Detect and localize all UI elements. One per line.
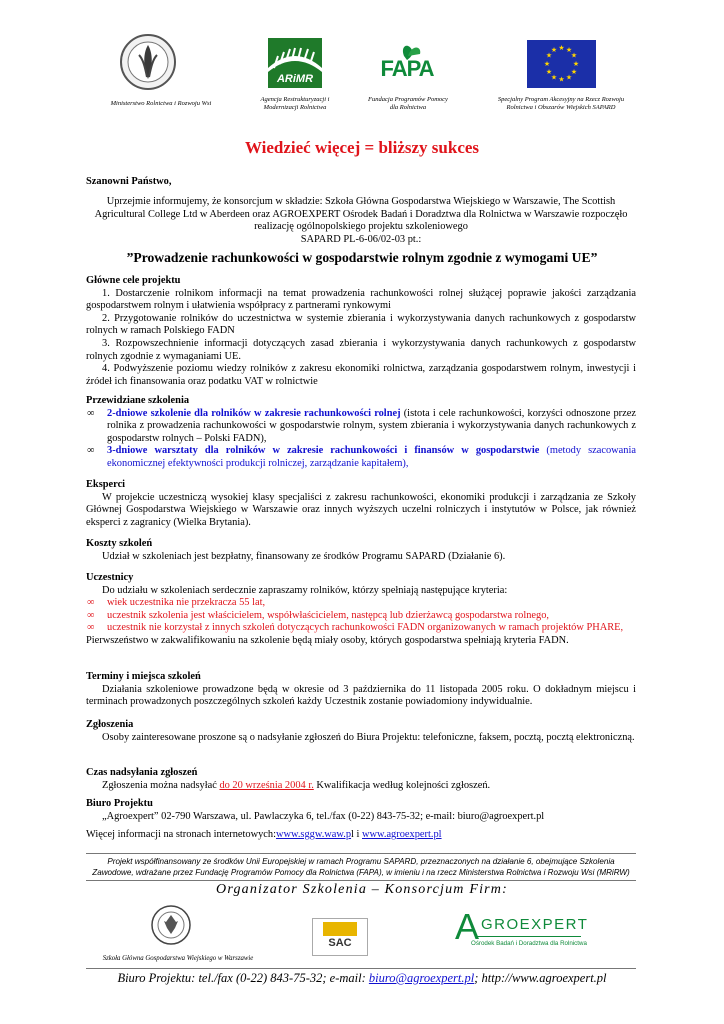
- ministry-caption: Ministerstwo Rolnictwa i Rozwoju Wsi: [110, 100, 212, 107]
- fapa-logo: [378, 42, 436, 88]
- criteria-item: ∞ uczestnik nie korzystał z innych szkoleń dotyczących rachunkowości FADN organizowanych w ramach projektów PHARE,: [87, 622, 624, 634]
- bullet-icon: ∞: [87, 597, 95, 609]
- experts-section: [86, 479, 636, 529]
- footer: Biuro Projektu: tel./fax (0-22) 843-75-32; e-mail: biuro@agroexpert.pl; http://www.agroexpert.pl: [117, 971, 607, 985]
- office-section: [86, 798, 636, 823]
- svg-text:★: ★: [558, 75, 565, 84]
- training-highlight: 2-dniowe szkolenie dla rolników w zakresie rachunkowości rolnej: [107, 407, 401, 419]
- fapa-caption: Fundacja Programów Pomocy dla Rolnictwa: [368, 96, 448, 111]
- trainings-section: [86, 395, 636, 471]
- bullet-icon: ∞: [87, 407, 95, 419]
- svg-text:★: ★: [570, 68, 578, 76]
- sac-logo-text: SAC: [328, 937, 352, 949]
- trainings-heading: Przewidziane szkolenia: [86, 395, 190, 406]
- goal-item: 3. Rozpowszechnienie informacji dotyczących zasad zbierania i wykorzystywania danych rachunkowych z gospodarstw rolnych zgodnie z wymaganiami UE.: [86, 337, 636, 362]
- experts-text: W projekcie uczestniczą wysokiej klasy specjaliści z zakresu rachunkowości, ekonomiki produkcji i zarządzania ze Szkoły Głównej Gospodarstwa Wiejskiego w Warszawie oraz innych wyższych uczelni rolniczych i instytutów w Polsce, jak również eksperci z zagranicy (Wielka Brytania).: [86, 491, 636, 528]
- svg-text:★: ★: [550, 73, 558, 82]
- svg-text:★: ★: [545, 51, 553, 60]
- applications-text: Osoby zainteresowane proszone są o nadsyłanie zgłoszeń do Biura Projektu: telefoniczne, faksem, pocztą, pocztą elektroniczną.: [102, 731, 635, 743]
- sggw-caption: Szkoła Główna Gospodarstwa Wiejskiego w Warszawie: [102, 955, 254, 962]
- footer-email-link[interactable]: biuro@agroexpert.pl: [368, 971, 475, 985]
- intro-code: SAPARD PL-6-06/02-03 pt.:: [300, 233, 422, 245]
- sggw-link[interactable]: www.sggw.waw.p: [276, 829, 352, 840]
- svg-text:★: ★: [543, 60, 551, 68]
- project-title: ”Prowadzenie rachunkowości w gospodarstwie rolnym zgodnie z wymogami UE”: [126, 250, 598, 265]
- goal-item: 4. Podwyższenie poziomu wiedzy rolników z zakresu ekonomiki rolnictwa, zarządzania gospodarstwem rolnym, inwestycji i źródeł ich finansowania oraz podatku VAT w rolnictwie: [86, 363, 636, 387]
- svg-text:★: ★: [550, 46, 558, 54]
- costs-section: [86, 538, 636, 563]
- training-item: [86, 445, 636, 470]
- bullet-icon: ∞: [87, 609, 95, 621]
- deadline-section: [86, 767, 636, 792]
- divider: [86, 880, 636, 881]
- svg-text:★: ★: [572, 60, 580, 68]
- cofinance-note: Projekt współfinansowany ze środków Unii Europejskiej w ramach Programu SAPARD, przeznaczonych na działanie 6, obejmujące Szkolenia Zawodowe, wdrażane przez Fundację Programów Pomocy dla Rolnictwa (FAPA), w imieniu i na rzecz Ministerstwa Rolnictwa i Rozwoju Wsi (MRiRW): [92, 857, 630, 877]
- goals-section: [86, 275, 636, 388]
- page-title: Wiedzieć więcej = bliższy sukces: [244, 138, 480, 157]
- deadline-date: do 20 września 2004 r.: [219, 779, 314, 791]
- bullet-icon: ∞: [87, 622, 95, 634]
- svg-text:★: ★: [545, 68, 553, 76]
- applications-heading: Zgłoszenia: [86, 719, 134, 730]
- sac-logo: [312, 918, 368, 956]
- training-rest: (istota i cele rachunkowości, korzyści odnoszone przez rolnika z prowadzenia rachunkowości w gospodarstwie rolnym, system zbierania i wykorzystywania danych rachunkowych z gospodarstw rolnych – Polski FADN),: [107, 407, 636, 444]
- eu-flag: [527, 40, 596, 88]
- goals-heading: Główne cele projektu: [86, 275, 181, 286]
- training-item: [86, 408, 636, 446]
- training-highlight: 3-dniowe warsztaty dla rolników w zakresie rachunkowości i finansów w gospodarstwie: [107, 445, 540, 457]
- training-rest: (metody szacowania ekonomicznej efektywności produkcji rolniczej, zarządzanie kapitałem),: [107, 445, 636, 469]
- participants-heading: Uczestnicy: [86, 572, 134, 583]
- more-info: Więcej informacji na stronach internetowych:www.sggw.waw.pl i www.agroexpert.pl: [86, 829, 442, 840]
- participants-intro: Do udziału w szkoleniach serdecznie zapraszamy rolników, którzy spełniają następujące kryteria:: [102, 584, 508, 596]
- participants-section: [86, 572, 636, 648]
- svg-text:★: ★: [565, 46, 573, 54]
- agroexpert-link[interactable]: www.agroexpert.pl: [362, 829, 442, 840]
- schedule-heading: Terminy i miejsca szkoleń: [86, 671, 201, 682]
- participants-priority: Pierwszeństwo w zakwalifikowaniu na szkolenie będą miały osoby, których gospodarstwa spełniają kryteria FADN.: [86, 634, 569, 646]
- organizer-heading: Organizator Szkolenia – Konsorcjum Firm:: [216, 882, 508, 897]
- applications-section: [86, 719, 636, 744]
- criteria-item: ∞ uczestnik szkolenia jest właścicielem, współwłaścicielem, następcą lub dzierżawcą gospodarstwa rolnego,: [87, 609, 550, 621]
- arimr-logo: [268, 38, 322, 88]
- agroexpert-sub: Ośrodek Badań i Doradztwa dla Rolnictwa: [471, 940, 587, 947]
- svg-text:★: ★: [570, 51, 578, 60]
- criteria-item: ∞ wiek uczestnika nie przekracza 55 lat,: [87, 597, 266, 609]
- agroexpert-letter: A: [455, 906, 480, 947]
- sggw-logo: [150, 904, 192, 946]
- intro-text: Uprzejmie informujemy, że konsorcjum w składzie: Szkoła Główna Gospodarstwa Wiejskiego w Warszawie, The Scottish Agricultural College Ltd w Aberdeen oraz AGROEXPERT Ośrodek Badań i Doradztwa dla Rolnictwa w Warszawie rozpoczęło realizację ogólnopolskiego projektu szkoleniowego: [94, 196, 628, 233]
- agroexpert-logo: [455, 908, 595, 954]
- goal-item: 1. Dostarczenie rolnikom informacji na temat prowadzenia rachunkowości rolnej służącej poprawie jakości zarządzania gospodarstwem rolnym i ułatwienia współpracy z partnerami rynkowymi: [86, 287, 636, 312]
- eu-caption: Specjalny Program Akcesyjny na Rzecz Rozwoju Rolnictwa i Obszarów Wiejskich SAPARD: [497, 96, 625, 111]
- schedule-section: [86, 671, 636, 709]
- arimr-caption: Agencja Restrukturyzacji i Modernizacji Rolnictwa: [260, 96, 330, 111]
- salutation: Szanowni Państwo,: [86, 176, 172, 187]
- divider: [86, 853, 636, 854]
- schedule-text: Działania szkoleniowe prowadzone będą w okresie od 3 października do 11 listopada 2005 roku. O dokładnym miejscu i terminach prowadzonych poszczególnych szkoleń każdy Uczestnik zostanie powiadomiony indywidualnie.: [86, 683, 636, 708]
- arimr-logo-text: ARiMR: [276, 73, 314, 85]
- bullet-icon: ∞: [87, 445, 95, 457]
- intro: [86, 196, 636, 246]
- office-heading: Biuro Projektu: [86, 798, 153, 809]
- divider: [86, 968, 636, 969]
- fapa-logo-text: FAPA: [380, 56, 434, 81]
- office-text: „Agroexpert” 02-790 Warszawa, ul. Pawlaczyka 6, tel./fax (0-22) 843-75-32; e-mail: biuro@agroexpert.pl: [102, 810, 545, 822]
- agroexpert-text: GROEXPERT: [481, 916, 589, 933]
- svg-text:★: ★: [565, 73, 573, 82]
- ministry-logo: [119, 33, 177, 91]
- experts-heading: Eksperci: [86, 479, 126, 490]
- goal-item: 2. Przygotowanie rolników do uczestnictwa w systemie zbierania i wykorzystywania danych rachunkowych z gospodarstw rolnych w ramach Polskiego FADN: [86, 312, 636, 337]
- svg-text:★: ★: [558, 44, 565, 52]
- deadline-text: Zgłoszenia można nadsyłać do 20 września 2004 r. Kwalifikacja według kolejności zgłoszeń.: [102, 779, 491, 791]
- costs-heading: Koszty szkoleń: [86, 538, 153, 549]
- deadline-heading: Czas nadsyłania zgłoszeń: [86, 767, 198, 778]
- costs-text: Udział w szkoleniach jest bezpłatny, finansowany ze środków Programu SAPARD (Działanie 6).: [102, 550, 506, 562]
